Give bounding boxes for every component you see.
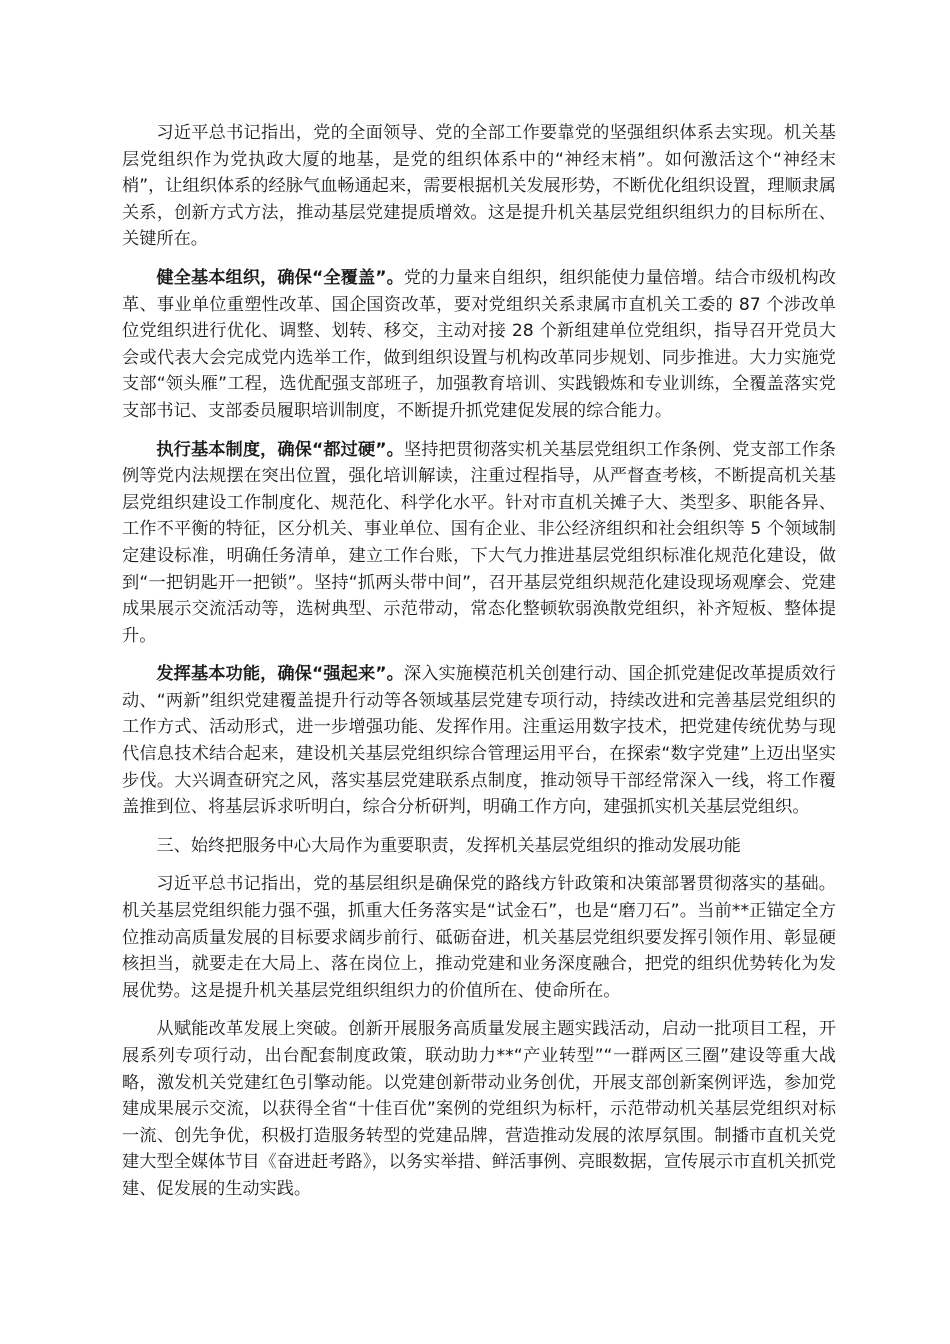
paragraph-lead [156,440,404,460]
paragraph-empowerment [122,1016,836,1202]
paragraph-text: 党的力量来自组织，组织能使力量倍增。结合市级机构改革、事业单位重塑性改革、国企国资改革，要对党组织关系隶属市直机关工委的 87 个涉改单位党组织进行优化、调整、划转、移交，主动对接 28 个新组建单位党组织，指导召开党员大会或代表大会完成党内选举工作，做到组织设置与机构改革同步规划、同步推进。大力实施党支部“领头雁”工程，选优配强支部班子，加强教育培训、实践锻炼和专业训练，全覆盖落实党支部书记、支部委员履职培训制度，不断提升抓党建促发展的综合能力。 [122,267,836,421]
paragraph-text: 习近平总书记指出，党的全面领导、党的全部工作要靠党的坚强组织体系去实现。机关基层党组织作为党执政大厦的地基，是党的组织体系中的“神经末梢”。如何激活这个“神经末梢”，让组织体系的经脉气血畅通起来，需要根据机关发展形势，不断优化组织设置，理顺隶属关系，创新方式方法，推动基层党建提质增效。这是提升机关基层党组织组织力的目标所在、关键所在。 [122,123,836,250]
paragraph-foundation [122,871,836,1004]
paragraph-organization [122,265,836,425]
document-body [122,120,836,1215]
paragraph-text: 坚持把贯彻落实机关基层党组织工作条例、党支部工作条例等党内法规摆在突出位置，强化培训解读，注重过程指导，从严督查考核，不断提高机关基层党组织建设工作制度化、规范化、科学化水平。针对市直机关摊子大、类型多、职能各异、工作不平衡的特征，区分机关、事业单位、国有企业、非公经济组织和社会组织等 5 个领域制定建设标准，明确任务清单，建立工作台账，下大气力推进基层党组织标准化规范化建设，做到“一把钥匙开一把锁”。坚持“抓两头带中间”，召开基层党组织规范化建设现场观摩会、党建成果展示交流活动等，选树典型、示范带动，常态化整顿软弱涣散党组织，补齐短板、整体提升。 [122,439,836,646]
paragraph-lead [156,664,404,684]
paragraph-system [122,437,836,650]
paragraph-lead-text: 发挥基本功能，确保“强起来”。 [156,664,404,685]
paragraph-lead [156,1019,348,1039]
paragraph-intro [122,120,836,253]
section-heading: 三、始终把服务中心大局作为重要职责，发挥机关基层党组织的推动发展功能 [156,835,741,856]
paragraph-lead-text: 健全基本组织，确保“全覆盖”。 [156,267,404,288]
paragraph-lead-text: 执行基本制度，确保“都过硬”。 [156,439,404,460]
paragraph-lead [156,268,404,288]
paragraph-lead-text: 从赋能改革发展上突破。 [156,1019,349,1040]
paragraph-text: 习近平总书记指出，党的基层组织是确保党的路线方针政策和决策部署贯彻落实的基础。机关基层党组织能力强不强，抓重大任务落实是“试金石”，也是“磨刀石”。当前**正锚定全方位推动高质量发展的目标要求阔步前行、砥砺奋进，机关基层党组织要发挥引领作用、彰显硬核担当，就要走在大局上、落在岗位上，推动党建和业务深度融合，把党的组织优势转化为发展优势。这是提升机关基层党组织组织力的价值所在、使命所在。 [122,874,836,1001]
paragraph-function [122,661,836,821]
paragraph-text: 深入实施模范机关创建行动、国企抓党建促改革提质效行动、“两新”组织党建覆盖提升行动等各领域基层党建专项行动，持续改进和完善基层党组织的工作方式、活动形式，进一步增强功能、发挥作用。注重运用数字技术，把党建传统优势与现代信息技术结合起来，建设机关基层党组织综合管理运用平台，在探索“数字党建”上迈出坚实步伐。大兴调查研究之风，落实基层党建联系点制度，推动领导干部经常深入一线，将工作覆盖推到位、将基层诉求听明白，综合分析研判，明确工作方向，建强抓实机关基层党组织。 [122,664,836,818]
paragraph-text: 创新开展服务高质量发展主题实践活动，启动一批项目工程，开展系列专项行动，出台配套制度政策，联动助力**“产业转型”“一群两区三圈”建设等重大战略，激发机关党建红色引擎动能。以党建创新带动业务创优，开展支部创新案例评选，参加党建成果展示交流，以获得全省“十佳百优”案例的党组织为标杆，示范带动机关基层党组织对标一流、创先争优，积极打造服务转型的党建品牌，营造推动发展的浓厚氛围。制播市直机关党建大型全媒体节目《奋进赶考路》，以务实举措、鲜活事例、亮眼数据，宣传展示市直机关抓党建、促发展的生动实践。 [122,1019,836,1199]
